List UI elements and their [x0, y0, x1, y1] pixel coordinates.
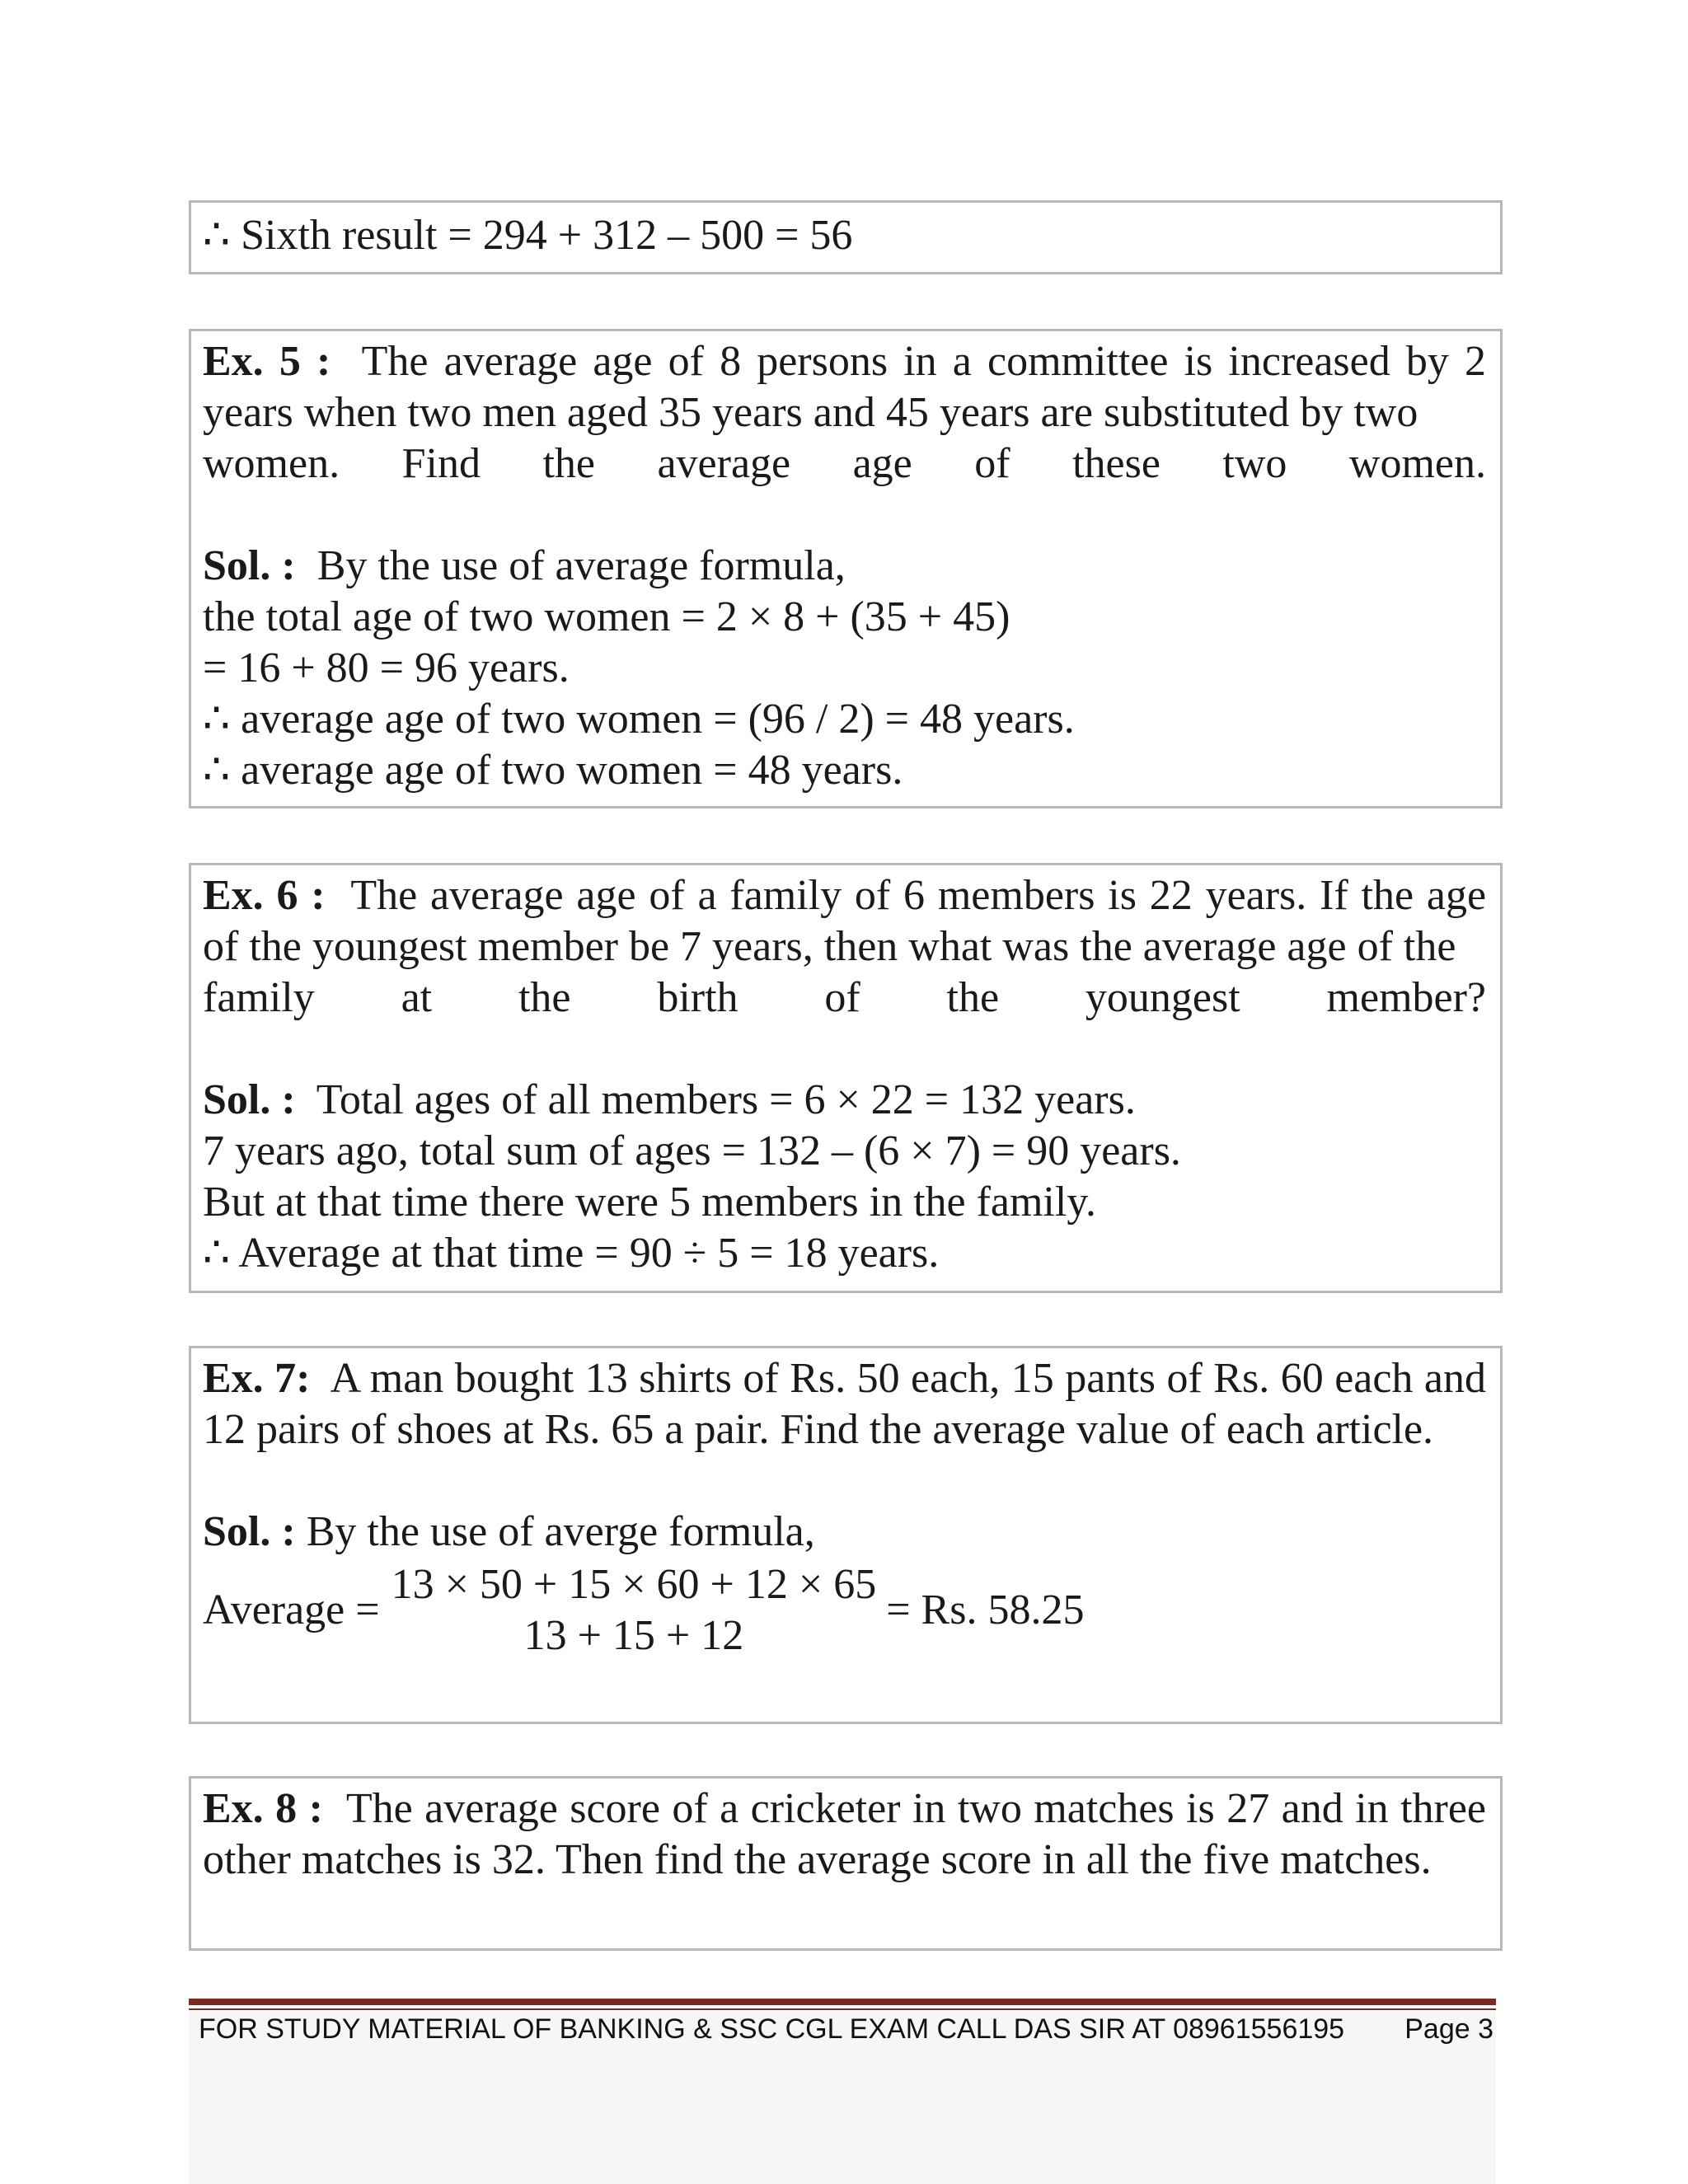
example-6-solution-line: 7 years ago, total sum of ages = 132 – (6 × 7) = 90 years. [203, 1127, 1181, 1174]
example-7-formula [203, 1559, 1486, 1661]
fraction-numerator: 13 × 50 + 15 × 60 + 12 × 65 [391, 1561, 877, 1608]
example-5-sol-label: Sol. : [203, 542, 296, 589]
example-8-question-text: The average score of a cricketer in two matches is 27 and in three other matches is 32. Then find the average score in all the five matches. [203, 1785, 1487, 1883]
example-7-sol-label: Sol. : [203, 1508, 296, 1555]
average-fraction [392, 1559, 877, 1661]
example-5-question-text: The average age of 8 persons in a committee is increased by 2 years when two men aged 35 years and 45 years are substituted by two [203, 338, 1486, 436]
example-8-question [203, 1783, 1486, 1886]
example-6-solution-intro [203, 1075, 1486, 1126]
fraction-denominator: 13 + 15 + 12 [523, 1612, 744, 1659]
example-5-question [203, 336, 1486, 438]
average-result: = Rs. 58.25 [886, 1586, 1085, 1633]
example-6-solution-line: ∴ Average at that time = 90 ÷ 5 = 18 years. [203, 1230, 940, 1277]
example-8-label: Ex. 8 : [203, 1785, 323, 1832]
example-6-box [189, 863, 1503, 1293]
sixth-result-box [189, 200, 1503, 274]
footer-rule-thick [189, 1999, 1496, 2005]
example-5-solution-intro [203, 541, 1486, 592]
example-5-sol-intro-text: By the use of average formula, [316, 542, 846, 589]
example-7-question [203, 1353, 1486, 1455]
example-8-box [189, 1776, 1503, 1951]
example-5-solution-line: ∴ average age of two women = (96 / 2) = 48 years. [203, 696, 1075, 743]
footer-contact-text: FOR STUDY MATERIAL OF BANKING & SSC CGL EXAM CALL DAS SIR AT 08961556195 [199, 2013, 1345, 2045]
sixth-result-line: ∴ Sixth result = 294 + 312 – 500 = 56 [203, 212, 853, 259]
example-6-question-text: The average age of a family of 6 members is 22 years. If the age of the youngest member be 7 years, then what was the average age of the [203, 872, 1487, 970]
example-5-box [189, 329, 1503, 808]
example-7-label: Ex. 7: [203, 1355, 311, 1402]
example-5-label: Ex. 5 : [203, 338, 331, 385]
example-6-sol-intro-text: Total ages of all members = 6 × 22 = 132 years. [316, 1076, 1136, 1123]
example-7-sol-intro-text: By the use of averge formula, [306, 1508, 815, 1555]
example-5-solution-line: ∴ average age of two women = 48 years. [203, 747, 903, 794]
example-5-solution-line: = 16 + 80 = 96 years. [203, 644, 570, 691]
average-label: Average = [203, 1586, 380, 1633]
example-7-solution-intro [203, 1507, 1486, 1558]
example-6-question-last-line: family at the birth of the youngest member? [203, 974, 1486, 1021]
footer-rule-thin [189, 2008, 1496, 2010]
example-7-question-text: A man bought 13 shirts of Rs. 50 each, 15 pants of Rs. 60 each and 12 pairs of shoes at Rs. 65 a pair. Find the average value of each article. [203, 1355, 1486, 1453]
example-7-box [189, 1346, 1503, 1724]
example-6-sol-label: Sol. : [203, 1076, 296, 1123]
example-5-solution-line: the total age of two women = 2 × 8 + (35 + 45) [203, 593, 1010, 640]
example-6-solution-line: But at that time there were 5 members in the family. [203, 1179, 1096, 1226]
page-number: Page 3 [1404, 2013, 1493, 2045]
example-6-label: Ex. 6 : [203, 872, 326, 919]
example-5-question-last-line: women. Find the average age of these two women. [203, 440, 1486, 487]
example-6-question [203, 870, 1486, 972]
